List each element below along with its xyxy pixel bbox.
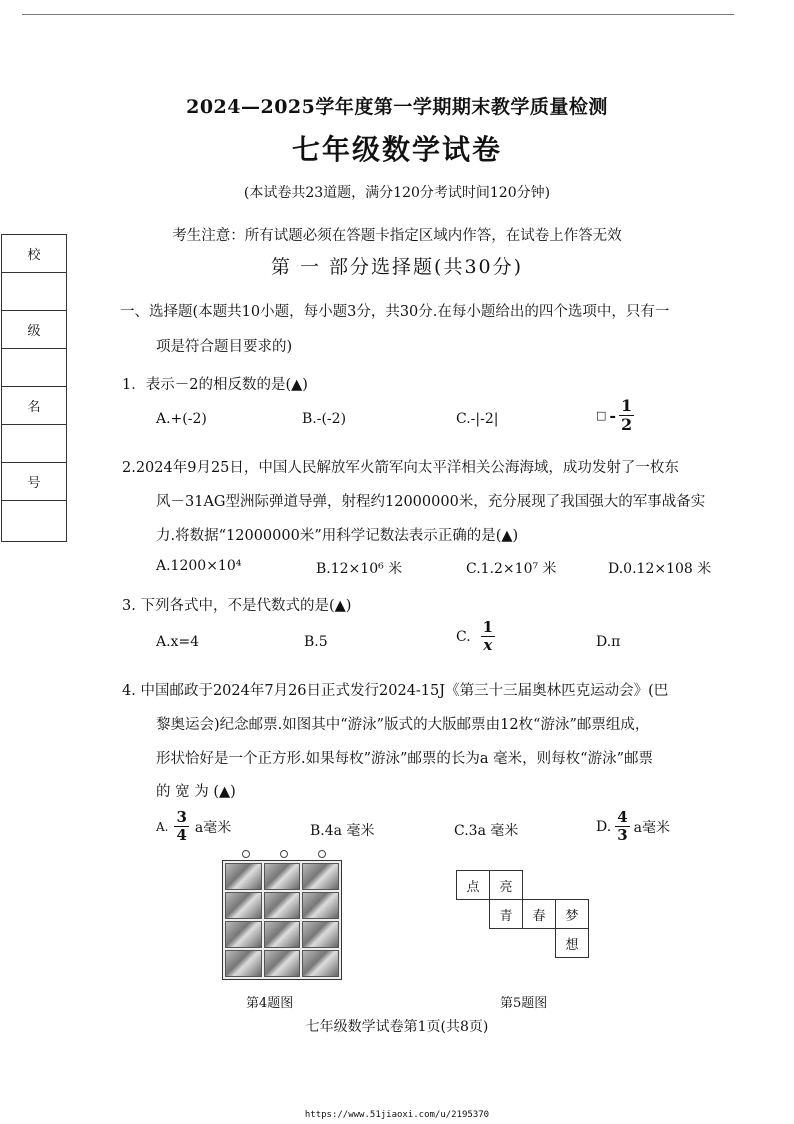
q1-stem: 1．表示－2的相反数的是(▲) [122,377,308,393]
student-info-table [1,234,67,542]
q2-line2: 风－31AG型洲际弹道导弹，射程约12000000米，充分展现了我国强大的军事战备实 [156,494,706,510]
section-intro-line2: 项是符合题目要求的) [156,339,293,355]
q4-d-numerator: 4 [617,808,628,826]
exam-title-line1: 2024—2025学年度第一学期期末教学质量检测 [186,96,608,118]
side-cell-class: 级 [2,311,66,349]
stamp-hanger-ring [280,850,288,858]
q4-option-b: B.4a 毫米 [310,823,375,839]
q3-stem: 3. 下列各式中，不是代数式的是(▲) [122,598,352,614]
q4-a-numerator: 3 [176,808,187,826]
q3-option-b: B.5 [304,634,328,650]
q2-option-b: B.12×10⁶ 米 [316,561,403,577]
q1-d-numerator: 1 [621,396,633,415]
exam-notice: 考生注意：所有试题必须在答题卡指定区域内作答，在试卷上作答无效 [172,228,622,244]
cube-net-cell: 青 [489,899,523,929]
q4-option-d-label: D. [596,818,612,835]
side-cell-blank [2,501,66,539]
swimming-stamp [264,921,301,948]
q4-a-denominator: 4 [176,826,187,844]
q3-option-a: A.x=4 [156,634,200,650]
swimming-stamp [264,950,301,977]
q4-option-d [596,810,670,843]
q1-option-a: A.+(-2) [156,411,207,427]
side-cell-name: 名 [2,387,66,425]
q3-c-denominator: x [483,636,493,654]
side-cell-blank [2,425,66,463]
swimming-stamp [225,892,262,919]
q2-option-a: A.1200×10⁴ [156,558,242,574]
q4-d-denominator: 3 [617,826,628,844]
q4-line3: 形状恰好是一个正方形.如果每枚”游泳”邮票的长为a 毫米，则每枚“游泳”邮票 [156,751,654,767]
swimming-stamp [225,950,262,977]
figure5-caption: 第5题图 [500,996,548,1011]
cube-net-cell: 想 [555,928,589,958]
swimming-stamp-sheet-figure [222,860,342,980]
q1-option-c: C.-|-2| [456,411,499,427]
q2-option-c: C.1.2×10⁷ 米 [466,561,557,577]
swimming-stamp [264,863,301,890]
q4-option-a-unit: a毫米 [194,819,232,836]
q3-option-c-fraction [481,620,495,653]
side-cell-blank [2,273,66,311]
q1-option-d-sign: - [609,406,617,425]
stamp-hanger-ring [318,850,326,858]
q1-option-d-box: □ [596,409,607,422]
source-url: https://www.51jiaoxi.com/u/2195370 [304,1110,490,1120]
q4-option-a-label: A. [156,819,169,834]
q1-option-b: B.-(-2) [302,411,347,427]
q3-option-d: D.π [596,634,621,650]
q2-option-d: D.0.12×108 米 [608,561,712,577]
swimming-stamp [302,863,339,890]
side-cell-number: 号 [2,463,66,501]
q1-option-d-fraction [619,398,634,433]
swimming-stamp [225,863,262,890]
cube-net-cell: 点 [456,870,490,900]
q4-line1: 4. 中国邮政于2024年7月26日正式发行2024-15J《第三十三届奥林匹克运动会》(巴 [122,683,669,699]
page-footer: 七年级数学试卷第1页(共8页) [305,1019,489,1035]
q1-d-denominator: 2 [621,415,633,434]
q4-option-a [156,810,231,843]
q4-line2: 黎奥运会)纪念邮票.如图其中“游泳”版式的大版邮票由12枚“游泳”邮票组成， [156,717,650,733]
cube-net-cell: 梦 [555,899,589,929]
q3-c-numerator: 1 [482,618,494,636]
exam-title-line2: 七年级数学试卷 [291,133,502,166]
cube-net-cell: 亮 [489,870,523,900]
q2-line3: 力.将数据“12000000米”用科学记数法表示正确的是(▲) [156,528,519,544]
side-cell-blank [2,349,66,387]
swimming-stamp [302,921,339,948]
q2-line1: 2.2024年9月25日，中国人民解放军火箭军向太平洋相关公海海域，成功发射了一枚东 [122,460,679,476]
q4-option-a-fraction [174,810,188,843]
top-rule [22,14,734,15]
exam-subtitle: (本试卷共23道题，满分120分考试时间120分钟) [243,185,551,201]
part-title: 第 一 部分选择题(共30分) [270,256,524,278]
swimming-stamp [225,921,262,948]
swimming-stamp [264,892,301,919]
q4-line4: 的 宽 为 (▲) [156,784,236,800]
q4-option-c: C.3a 毫米 [454,823,519,839]
side-cell-school: 校 [2,235,66,273]
swimming-stamp [302,892,339,919]
q4-option-d-unit: a毫米 [633,819,670,836]
section-intro-line1: 一、选择题(本题共10小题，每小题3分，共30分.在每小题给出的四个选项中，只有一 [120,304,670,320]
swimming-stamp [302,950,339,977]
q3-option-c-label: C. [456,628,471,645]
q1-option-d [596,398,634,433]
q4-option-d-fraction [615,810,629,843]
stamp-hanger-ring [242,850,250,858]
cube-net-cell: 春 [522,899,556,929]
figure4-caption: 第4题图 [246,996,294,1011]
q3-option-c [456,620,495,653]
